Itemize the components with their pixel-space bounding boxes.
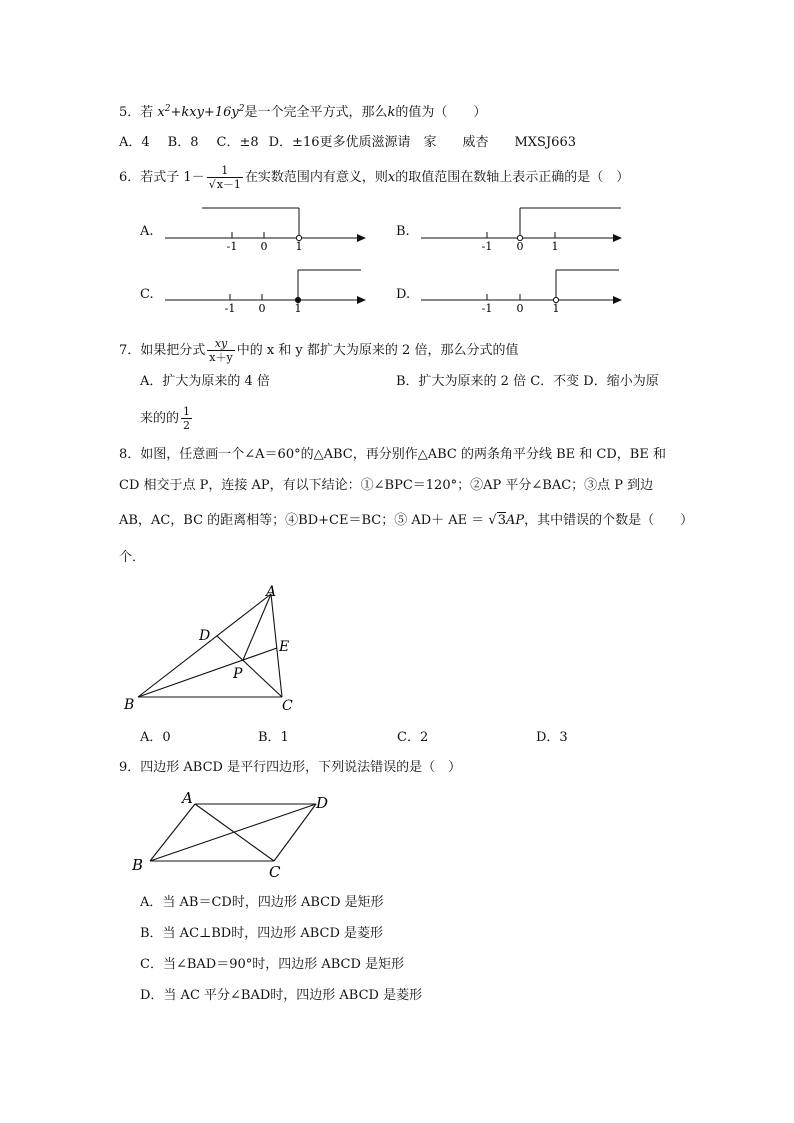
q5-var: k <box>387 105 396 120</box>
q8-line3-ap: AP <box>506 513 525 528</box>
q6-label-d: D. <box>396 287 411 302</box>
q6-label-a: A. <box>140 224 154 239</box>
tick-label: 0 <box>260 240 268 253</box>
q7-continuation <box>140 405 194 432</box>
q7-frac-den: x＋y <box>209 351 233 364</box>
q8-line2: CD 相交于点 P，连接 AP，有以下结论：①∠BPC＝120°；②AP 平分∠BAC；③点 P 到边 <box>119 478 654 493</box>
q6-expr-one: 1－ <box>183 170 205 185</box>
q5-opt-a: A．4 <box>119 135 150 150</box>
tick-label: 0 <box>516 240 524 253</box>
q5-watermark: 更多优质滋源请 家 威杏 MXSJ663 <box>319 135 576 150</box>
number-line-d <box>416 262 636 317</box>
q8-line1: 8．如图，任意画一个∠A＝60°的△ABC，再分别作△ABC 的两条角平分线 BE 和 CD，BE 和 <box>119 447 666 462</box>
q6-stem-post: 的取值范围在数轴上表示正确的是（ ） <box>395 170 630 185</box>
label-b: B <box>124 697 135 713</box>
tick-label: -1 <box>224 302 236 315</box>
tick-label: 0 <box>516 302 524 315</box>
label-b: B <box>132 856 144 874</box>
q7-fraction <box>207 337 234 364</box>
q6-stem <box>119 164 629 191</box>
label-e: E <box>279 639 290 655</box>
q7-half <box>181 405 192 432</box>
q6-label-c: C. <box>140 287 154 302</box>
tick-label: 1 <box>551 240 559 253</box>
q7-half-num: 1 <box>183 405 191 418</box>
q7-stem-pre: 7．如果把分式 <box>119 343 206 358</box>
q5-expr: $x^2+kxy+16y^2$ <box>157 104 245 120</box>
q7-opt-bcd: B．扩大为原来的 2 倍 C．不变 D．缩小为原 <box>396 374 659 389</box>
q7-half-den: 2 <box>183 419 191 432</box>
q9-opt-d: D．当 AC 平分∠BAD时，四边形 ABCD 是菱形 <box>140 988 423 1003</box>
q7-opt-a: A．扩大为原来的 4 倍 <box>140 374 270 389</box>
q8-line4: 个． <box>119 550 146 565</box>
q6-fraction <box>207 164 243 191</box>
label-p: P <box>233 666 243 682</box>
tick-label: 1 <box>295 240 303 253</box>
q6-frac-den-wrap: √x－1 <box>208 178 241 191</box>
q8-opt-a: A．0 <box>140 730 171 745</box>
q6-frac-num: 1 <box>207 164 243 178</box>
number-line-a <box>160 200 380 255</box>
q8-opt-d: D．3 <box>536 730 568 745</box>
tick-label: 0 <box>258 302 266 315</box>
q6-var: x <box>387 170 396 185</box>
q6-stem-mid: 在实数范围内有意义，则 <box>244 170 388 185</box>
q7-stem <box>119 337 518 364</box>
tick-label: -1 <box>481 240 493 253</box>
q9-stem: 9．四边形 ABCD 是平行四边形，下列说法错误的是（ ） <box>119 760 462 775</box>
q8-line3: AB，AC，BC 的距离相等；④BD+CE＝BC；⑤ AD＋ AE ＝ √3AP，其中错误的个数是（ ） <box>119 513 694 528</box>
tick-label: -1 <box>226 240 238 253</box>
tick-label: 1 <box>294 302 302 315</box>
label-c: C <box>282 698 293 714</box>
q9-opt-c: C．当∠BAD＝90°时，四边形 ABCD 是矩形 <box>140 957 405 972</box>
q8-opt-c: C．2 <box>397 730 429 745</box>
q6-frac-den: x－1 <box>216 178 241 191</box>
q8-line3-post: ，其中错误的个数是（ ） <box>524 513 694 528</box>
parallelogram-figure <box>128 786 343 881</box>
q9-opt-b: B．当 AC⊥BD时，四边形 ABCD 是菱形 <box>140 926 384 941</box>
q5-options <box>119 134 576 152</box>
q5-stem <box>119 104 486 122</box>
q6-label-b: B. <box>396 224 410 239</box>
q8-line3-pre: AB，AC，BC 的距离相等；④BD+CE＝BC；⑤ AD＋ AE ＝ <box>119 513 489 528</box>
q9-opt-a: A．当 AB＝CD时，四边形 ABCD 是矩形 <box>140 895 384 910</box>
number-line-b <box>416 200 636 255</box>
triangle-figure <box>120 580 300 720</box>
q5-opt-c: C．±8 <box>216 135 259 150</box>
label-a: A <box>266 584 277 600</box>
label-d: D <box>316 794 329 812</box>
q7-stem-post: 中的 x 和 y 都扩大为原来的 2 倍，那么分式的值 <box>236 343 519 358</box>
q7-frac-num: xy <box>207 337 234 351</box>
q5-opt-b: B．8 <box>167 135 199 150</box>
q8-line3-sqrt: 3 <box>497 513 506 528</box>
label-a: A <box>182 789 193 807</box>
q6-stem-pre: 6．若式子 <box>119 170 184 185</box>
q5-stem-mid: 是一个完全平方式，那么 <box>244 105 388 120</box>
q8-opt-b: B．1 <box>258 730 289 745</box>
q7-cont-text: 来的的 <box>140 411 180 426</box>
tick-label: -1 <box>481 302 493 315</box>
label-d: D <box>199 628 211 644</box>
label-c: C <box>269 863 281 881</box>
q5-stem-post: 的值为（ ） <box>395 105 487 120</box>
q5-stem-pre: 5．若 <box>119 105 158 120</box>
q5-opt-d: D．±16 <box>268 135 320 150</box>
tick-label: 1 <box>552 302 560 315</box>
number-line-c <box>160 262 380 317</box>
